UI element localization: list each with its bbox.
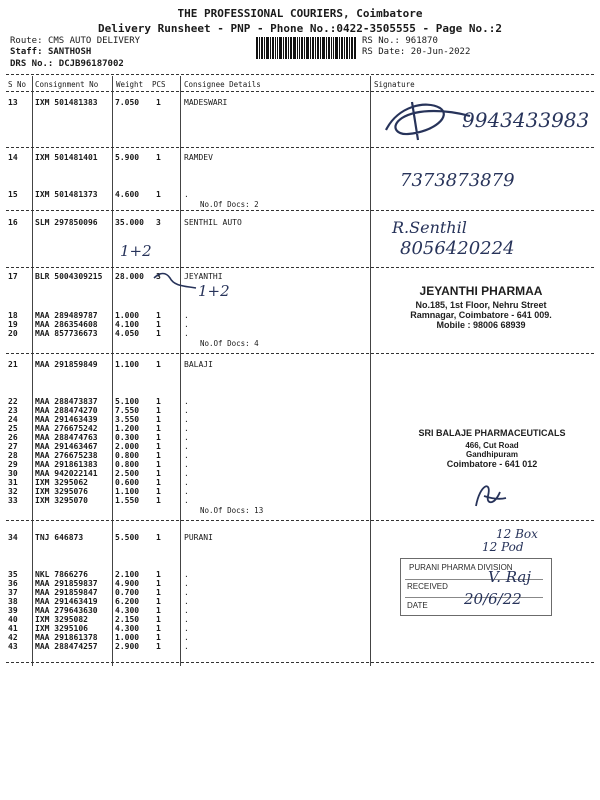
row-pcs: 1 (156, 615, 161, 624)
row-sno: 38 (8, 597, 18, 606)
runsheet-title: Delivery Runsheet - PNP - Phone No.:0422-3505555 - Page No.:2 (98, 22, 502, 35)
table-row (0, 624, 600, 633)
row-dot: . (184, 597, 189, 606)
row-consignment: MAA 288474270 (35, 406, 98, 415)
table-row (0, 190, 600, 199)
table-row (0, 397, 600, 406)
group-rule (6, 267, 594, 268)
row-consignment: IXM 3295070 (35, 496, 88, 505)
row-dot: . (184, 570, 189, 579)
row-weight: 7.550 (115, 406, 140, 415)
row-dot: . (184, 579, 189, 588)
row-pcs: 1 (156, 642, 161, 651)
row-consignment: MAA 291463439 (35, 415, 98, 424)
row-weight: 5.100 (115, 397, 140, 406)
row-pcs: 1 (156, 153, 161, 162)
row-sno: 42 (8, 633, 18, 642)
col-weight: Weight (116, 80, 144, 89)
row-consignment: SLM 297850096 (35, 218, 98, 227)
row-pcs: 1 (156, 597, 161, 606)
stamp-address-2: Ramnagar, Coimbatore - 641 009. (410, 310, 552, 320)
row-sno: 25 (8, 424, 18, 433)
row-dot: . (184, 624, 189, 633)
row-dot: . (184, 451, 189, 460)
stamp-name: SRI BALAJE PHARMACEUTICALS (418, 428, 566, 438)
row-dot: . (184, 190, 189, 199)
row-sno: 32 (8, 487, 18, 496)
row-dot: . (184, 320, 189, 329)
row-pcs: 1 (156, 320, 161, 329)
row-pcs: 1 (156, 460, 161, 469)
row-pcs: 1 (156, 606, 161, 615)
docs-count: No.Of Docs: 4 (200, 339, 259, 348)
row-consignment: MAA 288473837 (35, 397, 98, 406)
row-weight: 4.100 (115, 320, 140, 329)
row-dot: . (184, 329, 189, 338)
row-weight: 4.300 (115, 624, 140, 633)
row-dot: . (184, 588, 189, 597)
row-consignment: IXM 3295106 (35, 624, 88, 633)
row-sno: 15 (8, 190, 18, 199)
stamp-received-label: RECEIVED (407, 582, 448, 591)
row-consignment: MAA 291859849 (35, 360, 98, 369)
handwritten-name: R.Senthil (392, 218, 467, 237)
company-title: THE PROFESSIONAL COURIERS, Coimbatore (177, 7, 423, 20)
barcode (256, 37, 356, 59)
staff-line: Staff: SANTHOSH (10, 47, 92, 57)
stamp-name: JEYANTHI PHARMAA (419, 284, 543, 298)
row-sno: 23 (8, 406, 18, 415)
row-pcs: 3 (156, 218, 161, 227)
row-weight: 0.600 (115, 478, 140, 487)
row-pcs: 1 (156, 433, 161, 442)
row-pcs: 1 (156, 588, 161, 597)
row-weight: 1.100 (115, 487, 140, 496)
row-pcs: 1 (156, 360, 161, 369)
col-pcs: PCS (152, 80, 166, 89)
row-sno: 18 (8, 311, 18, 320)
row-weight: 2.000 (115, 442, 140, 451)
row-pcs: 1 (156, 579, 161, 588)
row-dot: . (184, 415, 189, 424)
row-dot: . (184, 633, 189, 642)
row-dot: . (184, 311, 189, 320)
row-consignment: MAA 291859847 (35, 588, 98, 597)
row-sno: 21 (8, 360, 18, 369)
row-weight: 7.050 (115, 98, 140, 107)
row-pcs: 1 (156, 496, 161, 505)
col-consignment: Consignment No (35, 80, 99, 89)
row-pcs: 1 (156, 311, 161, 320)
row-pcs: 1 (156, 442, 161, 451)
row-consignment: MAA 291861378 (35, 633, 98, 642)
row-pcs: 3 (156, 272, 161, 281)
consignee-name: JEYANTHI (184, 272, 223, 281)
rs-date-line: RS Date: 20-Jun-2022 (362, 47, 471, 57)
jeyanthi-stamp (386, 284, 576, 330)
rs-no-line: RS No.: 961870 (362, 36, 438, 46)
row-sno: 36 (8, 579, 18, 588)
row-pcs: 1 (156, 624, 161, 633)
table-row (0, 218, 600, 227)
handwritten-arrow (152, 268, 198, 292)
row-consignment: IXM 501481383 (35, 98, 98, 107)
consignee-name: PURANI (184, 533, 213, 542)
row-sno: 27 (8, 442, 18, 451)
stamp-address-1: 466, Cut Road (465, 441, 519, 450)
group-rule (6, 210, 594, 211)
handwritten-pieces-1: 1+2 (120, 242, 152, 260)
row-dot: . (184, 433, 189, 442)
stamp-address-3: Coimbatore - 641 012 (446, 459, 538, 469)
header-rule-bottom (6, 91, 594, 92)
row-sno: 19 (8, 320, 18, 329)
row-weight: 4.900 (115, 579, 140, 588)
handwritten-phone-2: 7373873879 (400, 170, 515, 191)
row-consignment: MAA 288474257 (35, 642, 98, 651)
row-sno: 24 (8, 415, 18, 424)
row-dot: . (184, 469, 189, 478)
table-row (0, 496, 600, 505)
stamp-date-label: DATE (407, 601, 428, 610)
rs-date-value: 20-Jun-2022 (410, 47, 471, 57)
row-consignment: MAA 276675242 (35, 424, 98, 433)
row-pcs: 1 (156, 98, 161, 107)
row-dot: . (184, 406, 189, 415)
row-weight: 1.000 (115, 633, 140, 642)
row-weight: 5.900 (115, 153, 140, 162)
row-consignment: TNJ 646873 (35, 533, 84, 542)
row-consignment: IXM 3295076 (35, 487, 88, 496)
row-pcs: 1 (156, 487, 161, 496)
col-signature: Signature (374, 80, 415, 89)
row-weight: 0.800 (115, 460, 140, 469)
col-sno: S No (8, 80, 27, 89)
row-consignment: IXM 501481373 (35, 190, 98, 199)
table-row (0, 478, 600, 487)
row-sno: 33 (8, 496, 18, 505)
row-weight: 3.550 (115, 415, 140, 424)
row-consignment: MAA 291859837 (35, 579, 98, 588)
row-weight: 1.100 (115, 360, 140, 369)
row-sno: 37 (8, 588, 18, 597)
docs-count: No.Of Docs: 2 (200, 200, 259, 209)
row-consignment: MAA 279643630 (35, 606, 98, 615)
row-weight: 4.300 (115, 606, 140, 615)
row-dot: . (184, 642, 189, 651)
col-details: Consignee Details (184, 80, 261, 89)
row-consignment: MAA 857736673 (35, 329, 98, 338)
row-weight: 4.600 (115, 190, 140, 199)
group-rule (6, 147, 594, 148)
table-row (0, 615, 600, 624)
row-sno: 16 (8, 218, 18, 227)
row-dot: . (184, 478, 189, 487)
group-rule (6, 662, 594, 663)
table-row (0, 469, 600, 478)
row-consignment: BLR 5004309215 (35, 272, 103, 281)
row-sno: 43 (8, 642, 18, 651)
row-sno: 22 (8, 397, 18, 406)
row-sno: 35 (8, 570, 18, 579)
row-pcs: 1 (156, 469, 161, 478)
consignee-name: BALAJI (184, 360, 213, 369)
row-consignment: MAA 291861383 (35, 460, 98, 469)
row-sno: 26 (8, 433, 18, 442)
row-pcs: 1 (156, 633, 161, 642)
handwritten-date: 20/6/22 (464, 590, 522, 608)
row-sno: 34 (8, 533, 18, 542)
row-sno: 14 (8, 153, 18, 162)
row-sno: 31 (8, 478, 18, 487)
rs-no-value: 961870 (405, 36, 438, 46)
table-row (0, 272, 600, 281)
row-consignment: IXM 501481401 (35, 153, 98, 162)
consignee-name: MADESWARI (184, 98, 228, 107)
row-weight: 1.200 (115, 424, 140, 433)
table-row (0, 415, 600, 424)
row-sno: 39 (8, 606, 18, 615)
row-consignment: MAA 291463419 (35, 597, 98, 606)
header-rule-top (6, 74, 594, 75)
row-weight: 1.000 (115, 311, 140, 320)
row-sno: 29 (8, 460, 18, 469)
row-sno: 28 (8, 451, 18, 460)
row-sno: 41 (8, 624, 18, 633)
row-weight: 6.200 (115, 597, 140, 606)
row-dot: . (184, 424, 189, 433)
row-consignment: NKL 7866276 (35, 570, 88, 579)
row-weight: 2.150 (115, 615, 140, 624)
stamp-address-2: Gandhipuram (465, 450, 518, 459)
drs-line: DRS No.: DCJB96187002 (10, 59, 124, 69)
row-pcs: 1 (156, 478, 161, 487)
row-pcs: 1 (156, 397, 161, 406)
table-row (0, 642, 600, 651)
group-rule (6, 520, 594, 521)
row-consignment: IXM 3295082 (35, 615, 88, 624)
table-row (0, 487, 600, 496)
row-pcs: 1 (156, 424, 161, 433)
row-pcs: 1 (156, 451, 161, 460)
staff-value: SANTHOSH (47, 47, 92, 57)
stamp-address-1: No.185, 1st Floor, Nehru Street (415, 300, 547, 310)
row-consignment: MAA 276675238 (35, 451, 98, 460)
row-pcs: 1 (156, 570, 161, 579)
row-weight: 35.000 (115, 218, 144, 227)
row-dot: . (184, 615, 189, 624)
handwritten-initials (470, 478, 510, 514)
row-consignment: MAA 942022141 (35, 469, 98, 478)
docs-count: No.Of Docs: 13 (200, 506, 264, 515)
table-row (0, 98, 600, 107)
row-consignment: MAA 289489787 (35, 311, 98, 320)
row-sno: 30 (8, 469, 18, 478)
route-value: CMS AUTO DELIVERY (47, 36, 141, 46)
table-row (0, 329, 600, 338)
row-weight: 0.800 (115, 451, 140, 460)
table-row (0, 360, 600, 369)
row-weight: 2.100 (115, 570, 140, 579)
row-pcs: 1 (156, 406, 161, 415)
handwritten-phone-3: 8056420224 (400, 238, 515, 259)
consignee-name: RAMDEV (184, 153, 213, 162)
handwritten-received-by: V. Raj (488, 568, 531, 586)
row-weight: 2.900 (115, 642, 140, 651)
table-row (0, 406, 600, 415)
row-consignment: MAA 288474763 (35, 433, 98, 442)
group-rule (6, 353, 594, 354)
row-sno: 40 (8, 615, 18, 624)
handwritten-phone-1: 9943433983 (462, 108, 590, 132)
row-dot: . (184, 460, 189, 469)
balaji-stamp (402, 428, 582, 469)
row-weight: 5.500 (115, 533, 140, 542)
row-pcs: 1 (156, 329, 161, 338)
handwritten-boxes-1: 12 Box (496, 527, 538, 541)
row-weight: 0.300 (115, 433, 140, 442)
handwritten-pieces-2: 1+2 (198, 282, 230, 300)
row-sno: 20 (8, 329, 18, 338)
row-consignment: MAA 291463467 (35, 442, 98, 451)
row-weight: 2.500 (115, 469, 140, 478)
consignee-name: SENTHIL AUTO (184, 218, 242, 227)
row-weight: 1.550 (115, 496, 140, 505)
route-line: Route: CMS AUTO DELIVERY (10, 36, 141, 46)
row-weight: 0.700 (115, 588, 140, 597)
row-dot: . (184, 397, 189, 406)
row-pcs: 1 (156, 415, 161, 424)
row-dot: . (184, 487, 189, 496)
row-weight: 28.000 (115, 272, 144, 281)
table-row (0, 633, 600, 642)
stamp-title: PURANI PHARMA DIVISION (409, 563, 513, 572)
handwritten-boxes-2: 12 Pod (482, 540, 524, 554)
row-consignment: MAA 286354608 (35, 320, 98, 329)
row-consignment: IXM 3295062 (35, 478, 88, 487)
row-dot: . (184, 442, 189, 451)
row-dot: . (184, 606, 189, 615)
row-sno: 13 (8, 98, 18, 107)
drs-value: DCJB96187002 (58, 59, 124, 69)
row-pcs: 1 (156, 190, 161, 199)
row-pcs: 1 (156, 533, 161, 542)
row-weight: 4.050 (115, 329, 140, 338)
table-row (0, 153, 600, 162)
stamp-mobile: Mobile : 98006 68939 (436, 320, 526, 330)
row-dot: . (184, 496, 189, 505)
row-sno: 17 (8, 272, 18, 281)
